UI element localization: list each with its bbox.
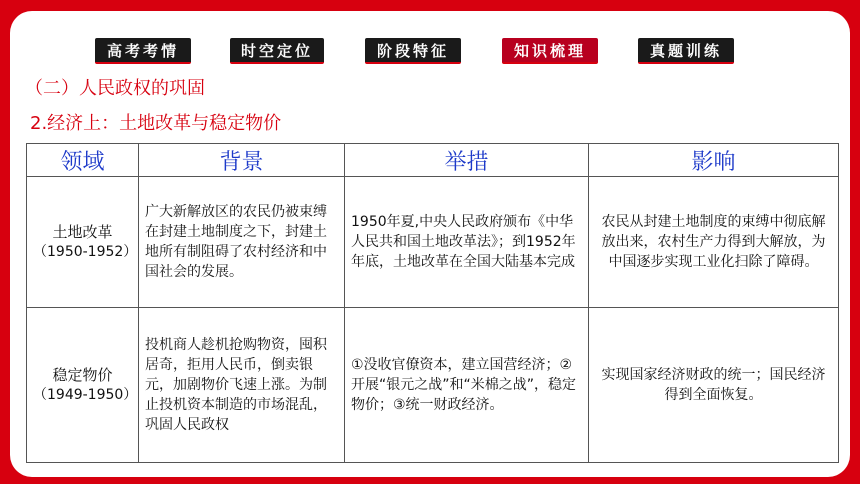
measures-cell: ①没收官僚资本，建立国营经济；②开展“银元之战”和“米棉之战”，稳定物价；③统一财政经济。	[345, 308, 589, 463]
summary-table	[26, 143, 839, 463]
section-title: （二）人民政权的巩固	[25, 78, 205, 99]
domain-cell	[27, 308, 139, 463]
tab-knowledge-review[interactable]: 知识梳理	[502, 38, 598, 64]
background-cell: 投机商人趁机抢购物资，囤积居奇，拒用人民币，倒卖银元，加剧物价飞速上涨。为制止投机资本制造的市场混乱，巩固人民政权	[139, 308, 345, 463]
domain-years: （1949-1950）	[33, 387, 138, 403]
domain-name: 稳定物价	[52, 366, 113, 384]
header-impact: 影响	[589, 144, 839, 177]
domain-years: （1950-1952）	[33, 244, 138, 260]
tab-timeline[interactable]: 时空定位	[230, 38, 324, 64]
header-background: 背景	[139, 144, 345, 177]
slide	[10, 11, 850, 477]
table-row	[27, 308, 839, 463]
table-header-row	[27, 144, 839, 177]
header-measures: 举措	[345, 144, 589, 177]
measures-cell: 1950年夏,中央人民政府颁布《中华人民共和国土地改革法》；到1952年年底，土地改革在全国大陆基本完成	[345, 177, 589, 308]
table-row	[27, 177, 839, 308]
sub-title: 2.经济上：土地改革与稳定物价	[30, 113, 282, 134]
tab-stage-features[interactable]: 阶段特征	[365, 38, 461, 64]
domain-name: 土地改革	[52, 223, 113, 241]
section-nav	[10, 38, 850, 64]
background-cell: 广大新解放区的农民仍被束缚在封建土地制度之下，封建土地所有制阻碍了农村经济和中国社会的发展。	[139, 177, 345, 308]
impact-cell: 农民从封建土地制度的束缚中彻底解放出来，农村生产力得到大解放，为中国逐步实现工业化扫除了障碍。	[589, 177, 839, 308]
tab-exam-analysis[interactable]: 高考考情	[95, 38, 191, 64]
domain-cell	[27, 177, 139, 308]
impact-cell: 实现国家经济财政的统一；国民经济得到全面恢复。	[589, 308, 839, 463]
header-domain: 领域	[27, 144, 139, 177]
tab-exam-practice[interactable]: 真题训练	[638, 38, 734, 64]
